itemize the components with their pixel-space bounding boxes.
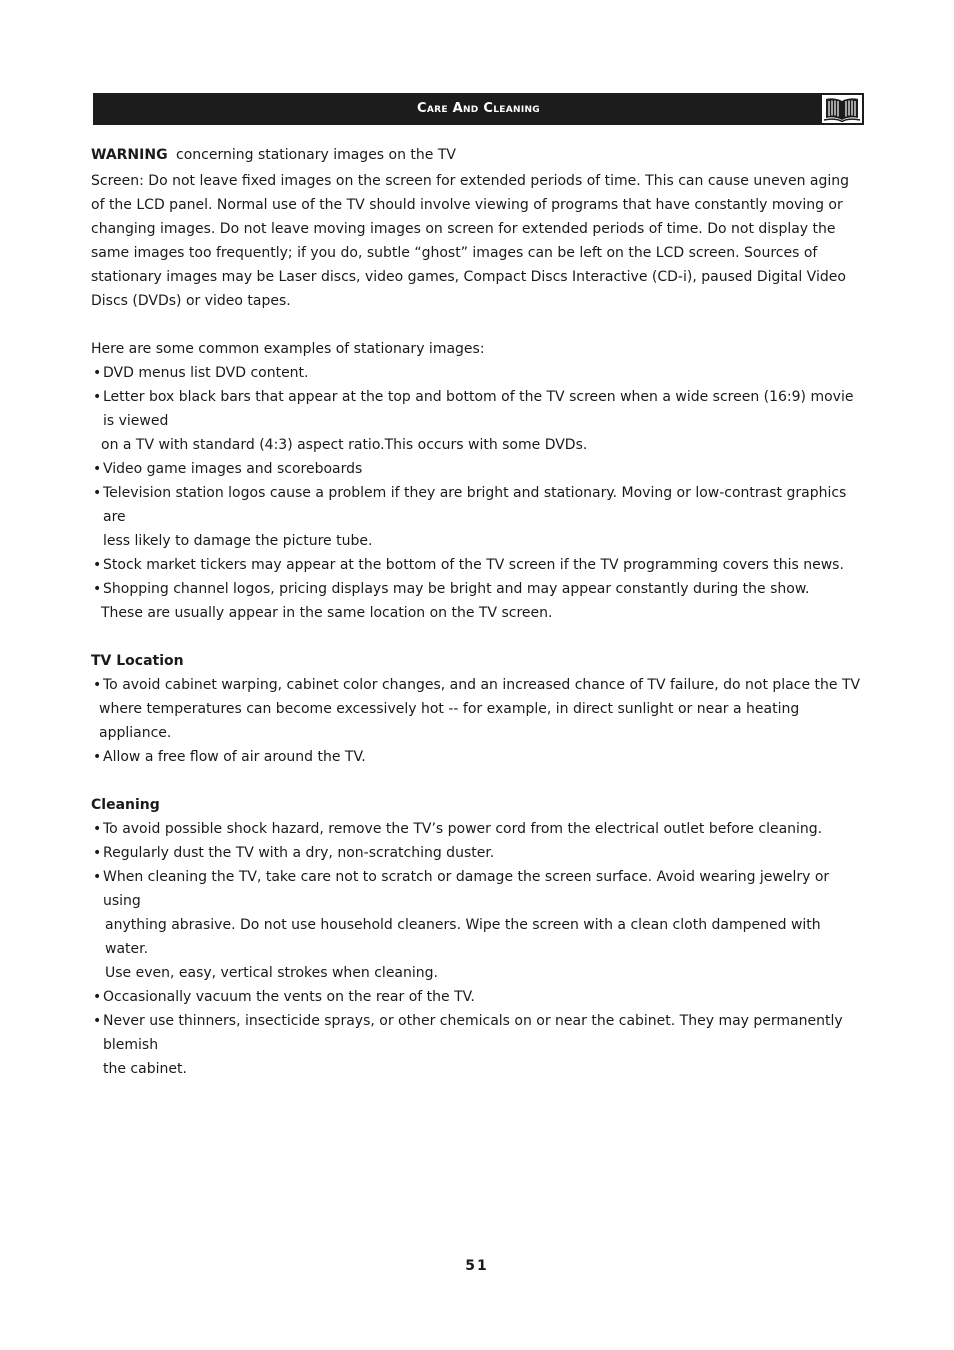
- list-item: • Never use thinners, insecticide sprays, or other chemicals on or near the cabinet. They may permanently blemish: [93, 1013, 843, 1053]
- warning-label: WARNING: [91, 147, 168, 163]
- list-item-continuation: less likely to damage the picture tube.: [103, 533, 373, 549]
- warning-paragraph: Screen: Do not leave fixed images on the screen for extended periods of time. This can cause uneven aging of the LCD panel. Normal use of the TV should involve viewing of programs that have constantly moving or changing images. Do not leave moving images on screen for extended periods of time. Do not display the same images too frequently; if you do, subtle “ghost” images can be left on the LCD screen. Sources of stationary images may be Laser discs, video games, Compact Discs Interactive (CD-i), paused Digital Video Discs (DVDs) or video tapes.: [91, 173, 850, 309]
- cleaning-list: [91, 817, 861, 1081]
- page-number: 51: [465, 1258, 489, 1274]
- list-item: • DVD menus list DVD content.: [93, 365, 309, 381]
- list-item: • When cleaning the TV, take care not to scratch or damage the screen surface. Avoid wearing jewelry or using: [93, 869, 830, 909]
- warning-line: [91, 143, 861, 167]
- list-item: • Video game images and scoreboards: [93, 461, 363, 477]
- cleaning-heading: Cleaning: [91, 797, 160, 813]
- list-item: • Allow a free flow of air around the TV.: [93, 749, 366, 765]
- main-content: [91, 143, 861, 1081]
- examples-list: [91, 361, 861, 625]
- list-item: • Shopping channel logos, pricing displays may be bright and may appear constantly during the show.: [93, 581, 810, 597]
- examples-intro: Here are some common examples of stationary images:: [91, 341, 485, 357]
- list-item: • Letter box black bars that appear at the top and bottom of the TV screen when a wide screen (16:9) movie is viewed: [93, 389, 854, 429]
- list-item-continuation: These are usually appear in the same location on the TV screen.: [101, 605, 553, 621]
- tv-location-list: [91, 673, 861, 769]
- section-header-bar: [93, 93, 864, 125]
- list-item: • Stock market tickers may appear at the bottom of the TV screen if the TV programming covers this news.: [93, 557, 844, 573]
- list-item-continuation: anything abrasive. Do not use household cleaners. Wipe the screen with a clean cloth dampened with water.: [105, 917, 821, 957]
- list-item: • Television station logos cause a problem if they are bright and stationary. Moving or low-contrast graphics are: [93, 485, 847, 525]
- list-item-continuation: Use even, easy, vertical strokes when cleaning.: [105, 965, 438, 981]
- tv-location-heading: TV Location: [91, 653, 184, 669]
- list-item: • Occasionally vacuum the vents on the rear of the TV.: [93, 989, 475, 1005]
- list-item-continuation: where temperatures can become excessively hot -- for example, in direct sunlight or near a heating appliance.: [99, 701, 800, 741]
- list-item-continuation: the cabinet.: [103, 1061, 187, 1077]
- list-item-continuation: on a TV with standard (4:3) aspect ratio.This occurs with some DVDs.: [101, 437, 588, 453]
- warning-subject: concerning stationary images on the TV: [176, 147, 456, 163]
- list-item: • To avoid possible shock hazard, remove the TV’s power cord from the electrical outlet before cleaning.: [93, 821, 823, 837]
- open-book-icon: [821, 94, 863, 124]
- section-title: Care And Cleaning: [417, 101, 540, 116]
- list-item: • To avoid cabinet warping, cabinet color changes, and an increased chance of TV failure, do not place the TV: [93, 677, 861, 693]
- list-item: • Regularly dust the TV with a dry, non-scratching duster.: [93, 845, 495, 861]
